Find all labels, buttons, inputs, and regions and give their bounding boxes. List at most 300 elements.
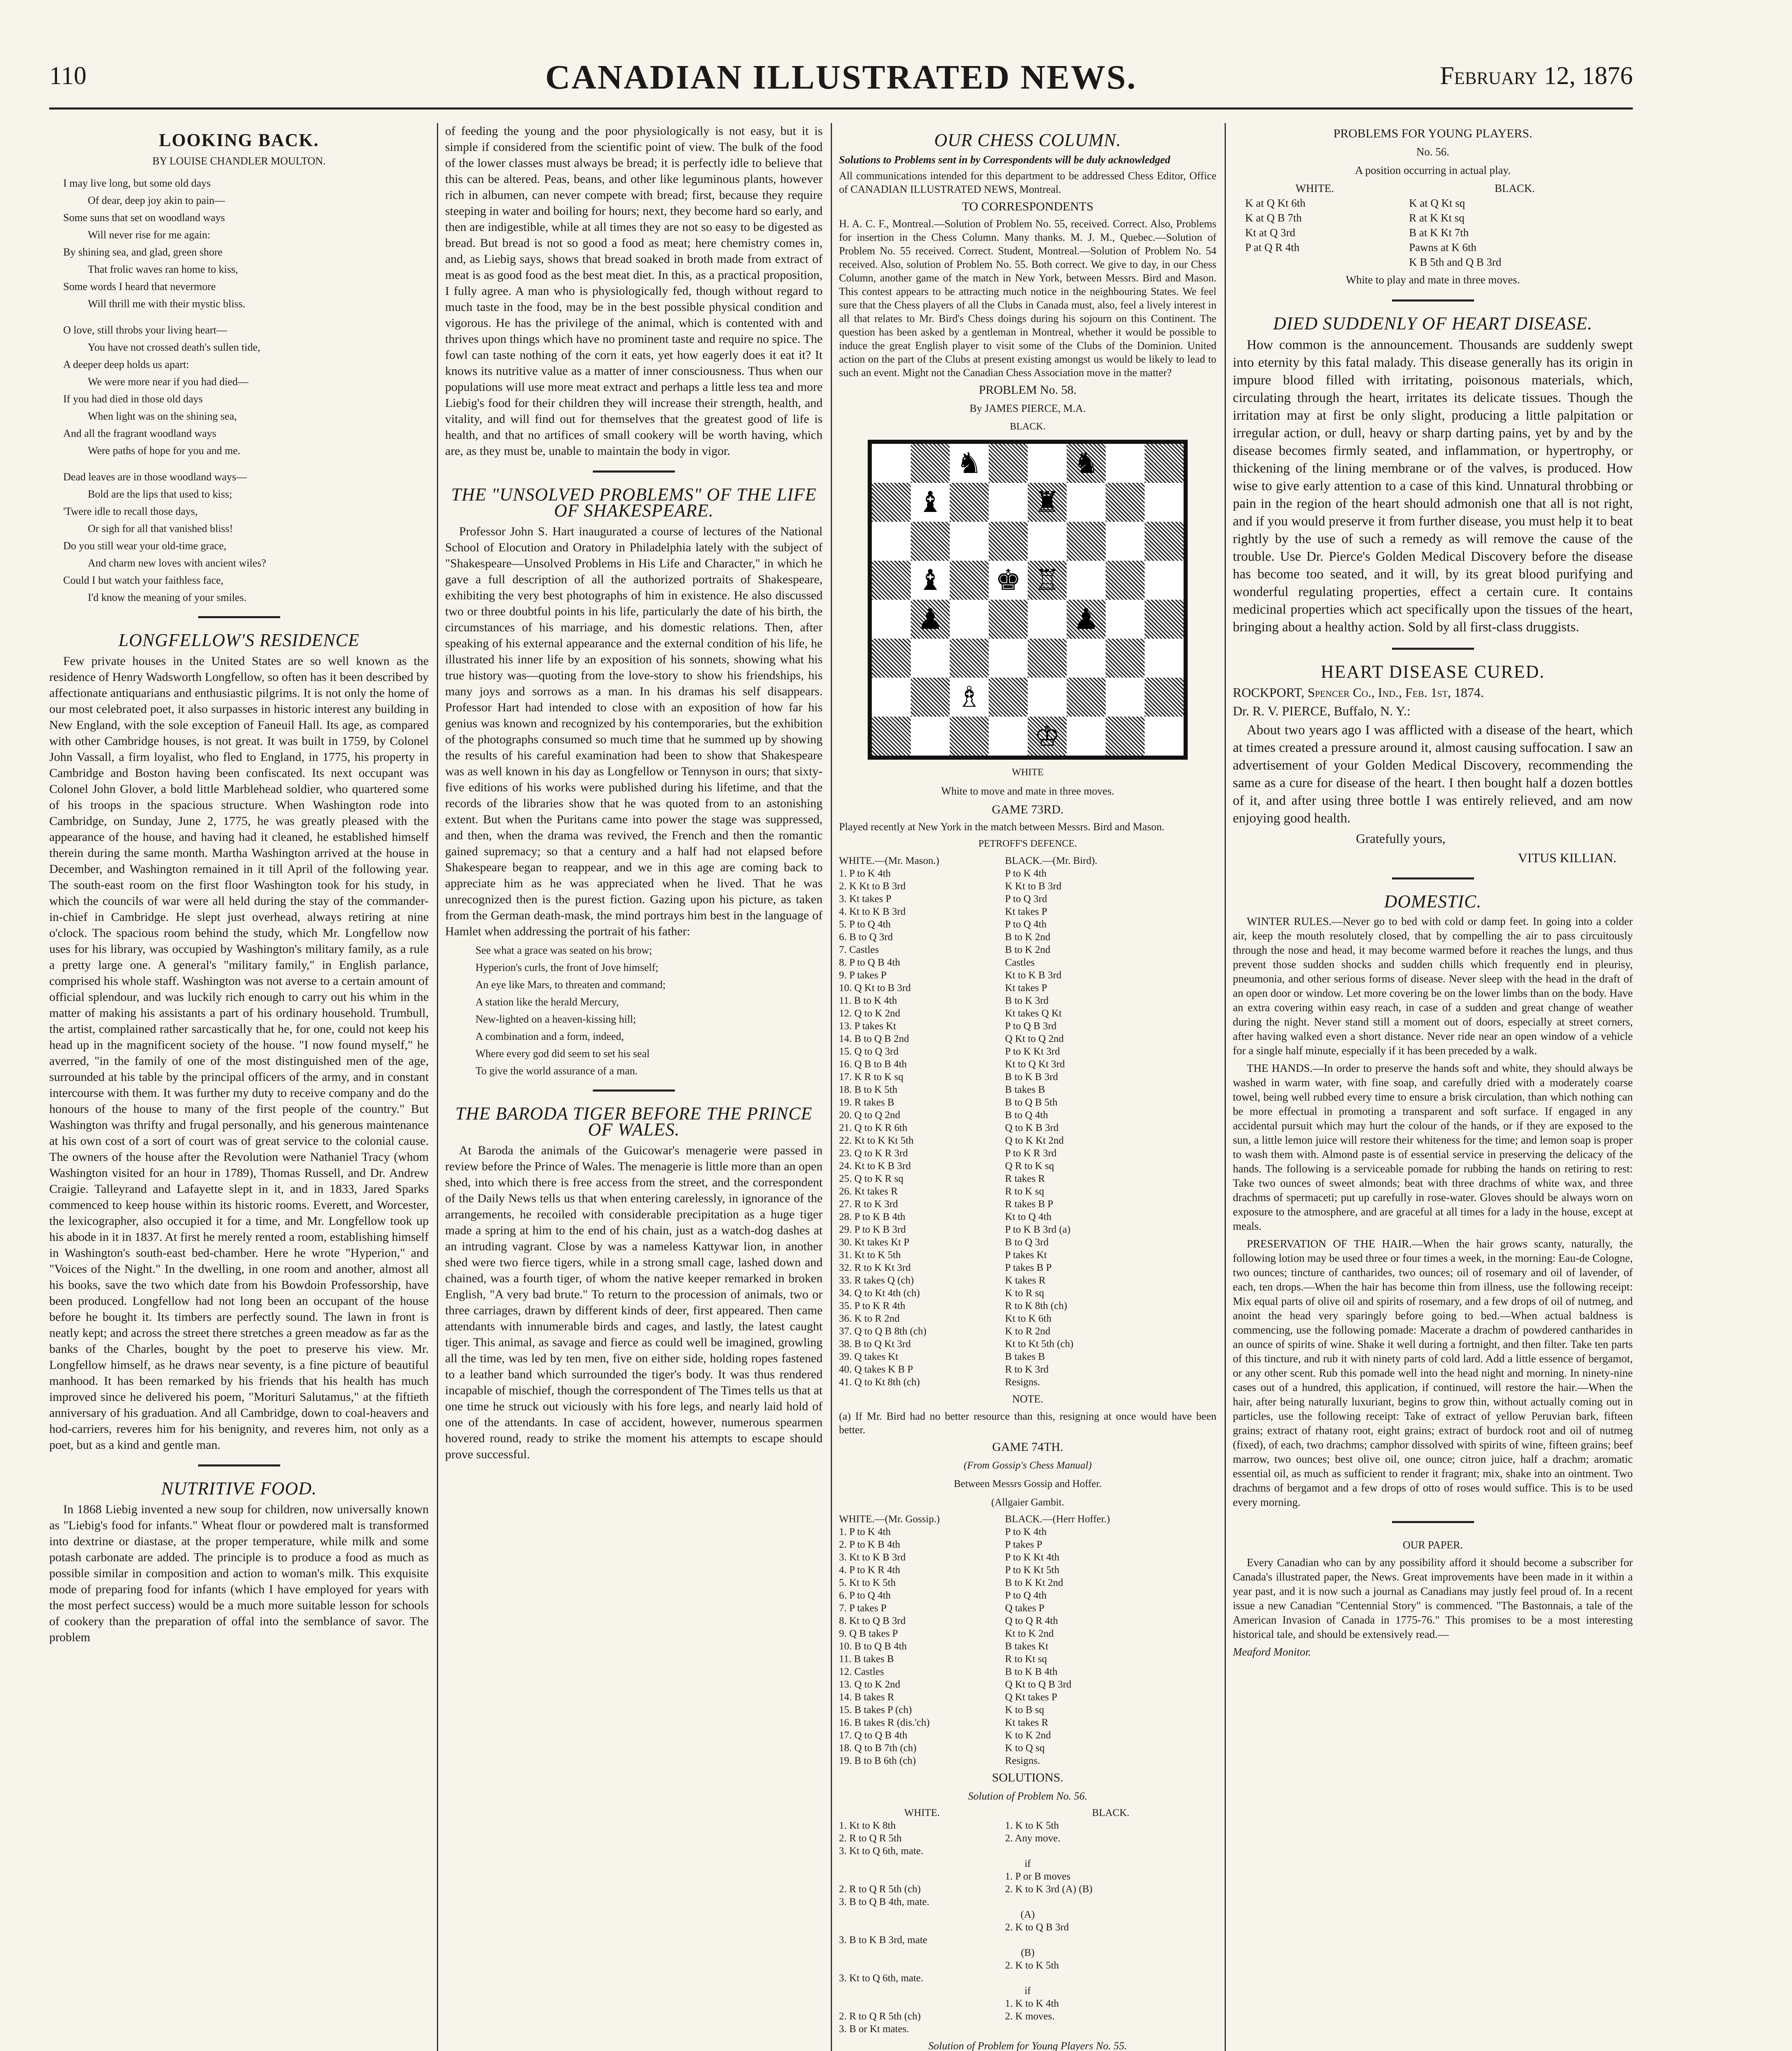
black-move: Resigns. [1005,1755,1040,1766]
problems-young-number: No. 56. [1416,146,1449,158]
board-square [1145,522,1184,561]
board-square [872,561,911,600]
poem-line: Bold are the lips that used to kiss; [88,488,232,500]
issue-date: February 12, 1876 [1440,62,1633,90]
white-move: 3. Kt takes P [839,893,891,904]
chess-solutions-note: Solutions to Problems sent in by Correspondents will be duly acknowledged [839,154,1170,166]
white-move: 8. P to Q B 4th [839,957,901,968]
chess-heading: OUR CHESS COLUMN. [934,130,1121,150]
move-row [839,1832,1216,1845]
our-paper-heading: OUR PAPER. [1403,1539,1463,1551]
game74-players: Between Messrs Gossip and Hoffer. [954,1478,1102,1489]
black-move: Q to K B 3rd [1005,1122,1059,1133]
move-row [839,1147,1216,1160]
white-move: 13. P takes Kt [839,1021,896,1032]
move-row [839,2023,1216,2035]
heart-cured-salutation: Dr. R. V. PIERCE, Buffalo, N. Y.: [1233,703,1410,718]
board-square [872,717,911,756]
black-pawn-icon: ♟ [1073,602,1099,636]
move-row [839,1249,1216,1261]
black-move: B to Q B 5th [1005,1097,1058,1108]
domestic-winter-rules: WINTER RULES.—Never go to bed with cold or damp feet. In going into a colder air, keep the mouth resolutely closed, that by compelling the air to pass circuitously through the nose and head, it may become warmed before it reaches the lungs, and thus prevent those sudden shocks and sudden chills which frequently end in pleurisy, pneumonia, and other serious forms of disease. Never sleep with the head in the draft of an open door or window. Let more covering be on the lower limbs than on the body. Have an extra covering within easy reach, in case of a sudden and great change of weather during the night. Never stand still a moment out of doors, especially at street corners, after having walked even a short distance. Never ride near an open window of a vehicle for a single half minute, especially if it has been preceded by a walk. [1233,915,1633,1057]
board-square [1106,678,1145,717]
poem-line: Could I but watch your faithless face, [63,574,224,586]
section-divider [593,470,675,475]
move-row [839,1716,1216,1729]
black-move: P to K Kt 4th [1005,1552,1060,1563]
white-move: 11. B takes B [839,1654,894,1665]
move-row [839,1819,1216,1832]
move-row [839,931,1216,943]
problems-young-heading: PROBLEMS FOR YOUNG PLAYERS. [1333,127,1532,140]
move-row [839,1020,1216,1032]
black-move [1005,1972,1216,1985]
black-bishop-icon: ♝ [917,485,943,519]
piece-position: P at Q R 4th [1245,241,1300,254]
black-knight-icon: ♞ [956,446,982,480]
white-move: 5. Kt to K 5th [839,1577,896,1588]
black-move: B takes B [1005,1351,1045,1362]
our-paper-source: Meaford Monitor. [1233,1646,1311,1658]
heart-cured-heading: HEART DISEASE CURED. [1321,662,1545,682]
board-square [872,483,911,522]
board-square [950,600,989,639]
board-square [872,522,911,561]
to-correspondents-heading: TO CORRESPONDENTS [962,200,1094,213]
domestic-hands: THE HANDS.—In order to preserve the hands soft and white, they should always be washed in warm water, with fine soap, and carefully dried with a moderately coarse towel, being well rubbed every time to ensure a brisk circulation, than which nothing can be more effectual in promoting a transparent and soft surface. If engaged in any accidental pursuit which may hurt the colour of the hands, or if they are exposed to the sun, a little lemon juice will restore their whiteness for the time; and lemon soap is proper to wash them with. Almond paste is of essential service in preserving the delicacy of the hands. The following is a serviceable pomade for rubbing the hands on retiring to rest: Take two ounces of sweet almonds; beat with three drachms of white wax, and three drachms of spermaceti; put up carefully in rose-water. Gloves should be always worn on exposure to the atmosphere, and are graceful at all times for a lady in the house, except at meals. [1233,1062,1633,1232]
move-row [839,994,1216,1007]
poem-line: I'd know the meaning of your smiles. [88,592,247,603]
page-number: 110 [49,62,87,90]
move-row [839,1665,1216,1678]
white-move: 4. P to K R 4th [839,1565,901,1576]
white-move: 12. Q to K 2nd [839,1008,901,1019]
white-header: WHITE. [1295,182,1334,194]
move-row [839,1261,1216,1274]
longfellow-heading: LONGFELLOW'S RESIDENCE [118,630,360,650]
move-row [839,1121,1216,1134]
white-header: WHITE.—(Mr. Mason.) [839,855,939,866]
board-square [1106,600,1145,639]
white-move: 13. Q to K 2nd [839,1679,901,1690]
move-row [839,918,1216,931]
black-pieces [1397,196,1633,270]
black-move: B takes Kt [1005,1641,1049,1652]
white-move: 19. R takes B [839,1097,894,1108]
white-move: 15. B takes P (ch) [839,1704,912,1715]
board-square [1145,639,1184,678]
move-row [839,1754,1216,1767]
black-move: K to R sq [1005,1288,1044,1299]
black-move: B to K 3rd [1005,995,1049,1006]
poem-line: You have not crossed death's sullen tide, [88,341,261,353]
white-move: 16. Q B to B 4th [839,1059,907,1070]
black-pawn-icon: ♟ [917,602,943,636]
white-move: 20. Q to Q 2nd [839,1110,901,1121]
black-move: Q Kt to Q B 3rd [1005,1679,1072,1690]
move-row [839,1934,1216,1946]
move-row [839,1526,1216,1538]
poem-line: I may live long, but some old days [63,177,211,189]
piece-position: Pawns at K 6th [1409,241,1477,254]
quote-line: An eye like Mars, to threaten and command; [475,979,666,991]
move-row [839,1312,1216,1325]
board-square [1145,483,1184,522]
black-move: Kt to Kt 5th (ch) [1005,1338,1074,1350]
black-move [1005,2023,1216,2035]
board-square [1145,444,1184,483]
move-row [839,1071,1216,1083]
poem-line: When light was on the shining sea, [88,410,237,422]
piece-position: K at Q Kt 6th [1245,197,1305,209]
white-move [839,1959,1005,1972]
board-square [1067,678,1106,717]
board-black-label: BLACK. [1010,421,1046,432]
board-square [1067,561,1106,600]
white-move: 2. P to K B 4th [839,1539,901,1550]
black-move: 1. P or B moves [1005,1871,1071,1882]
black-move: Kt to K 6th [1005,1313,1051,1324]
white-move: 36. K to R 2nd [839,1313,900,1324]
heart-cured-text: About two years ago I was afflicted with a disease of the heart, which at times created a pressure around it, almost causing suffocation. I saw an advertisement of your Golden Medical Discovery, recommending the same as a cure for disease of the heart. I then bought half a dozen bottles of it, and after using three bottle I was entirely relieved, and am now enjoying good health. [1233,723,1633,826]
move-row [839,1198,1216,1211]
section-divider [1392,877,1474,882]
board-square [1145,600,1184,639]
column-1 [49,123,429,2051]
black-move: K to R 2nd [1005,1326,1051,1337]
chess-board [868,440,1188,760]
white-move: 17. Q to Q B 4th [839,1730,907,1741]
move-row [839,1223,1216,1236]
white-move: 15. Q to Q 3rd [839,1046,899,1057]
move-row [839,1083,1216,1096]
board-square [872,600,911,639]
poem-stanza [49,470,429,605]
white-move: 25. Q to K R sq [839,1173,903,1184]
move-row [839,969,1216,982]
poem [49,176,429,605]
board-square [989,717,1028,756]
black-move: P takes P [1005,1539,1042,1550]
moves-header-row [839,1513,1216,1526]
quote-line: Hyperion's curls, the front of Jove himself; [475,962,658,973]
black-move: Kt to Q 4th [1005,1211,1051,1222]
board-square [1028,678,1067,717]
white-move: 24. Kt to K B 3rd [839,1160,911,1172]
board-square [1067,717,1106,756]
move-row [839,1007,1216,1020]
black-move: P to K Kt 5th [1005,1565,1060,1576]
solution56-title: Solution of Problem No. 56. [968,1790,1088,1802]
nutritive-text-part2: of feeding the young and the poor physiologically is not easy, but it is simple if considered from the scientific point of view. The bulk of the food of the lower classes must always be bread; it is perfectly idle to believe that this can be altered. Peas, beans, and other like leguminous plants, however rich in albumen, can never compete with bread; first, because they require steeping in water and boiling for hours; next, they become hard so early, and then are indigestible, while at all times they are not so easy to be digested as bread. But bread is not so good a food as meat; here chemistry comes in, and, as Liebig says, shows that bread soaked in broth made from extract of meat is as good food as the best meat diet. In this, as a practical proposition, I fully agree. A man who is physiologically fed, though without regard to much taste in the food, may be in the best possible physical condition and vigorous. He has the privilege of the animal, which is contented with and thrives upon things which have no prominent taste and require no spice. The fowl can taste nothing of the corn it eats, yet how eagerly does it eat it? It knows its nutritive value as a matter of inner consciousness. Thus when our populations will use more meat extract and perhaps a little less tea and more Liebig's food for their children they will increase their strength, health, and vitality, and will find out for themselves that the greatest good of life is health, and that no artifices of small cookery will be worth having, which are, as they must be, unable to maintain the body in vigor. [445,124,823,458]
white-move: 2. R to Q R 5th [839,1833,902,1844]
quote-line: Where every god did seem to set his seal [475,1048,650,1060]
black-move: R to K 3rd [1005,1364,1049,1375]
black-move: Castles [1005,957,1035,968]
white-move: 2. R to Q R 5th (ch) [839,2011,921,2022]
move-row [839,2010,1216,2023]
black-move: Q takes P [1005,1603,1045,1614]
game74-source: (From Gossip's Chess Manual) [963,1460,1092,1471]
quote-line: To give the world assurance of a man. [475,1065,638,1077]
column-divider [437,123,438,2051]
move-row [839,982,1216,994]
poem-line: By shining sea, and glad, green shore [63,246,223,258]
game74-moves-table [839,1513,1216,1767]
looking-back-heading: LOOKING BACK. [159,130,319,150]
black-move: Q R to K sq [1005,1160,1054,1172]
poem-stanza [49,323,429,458]
move-row [839,1350,1216,1363]
white-header: WHITE. [904,1807,940,1818]
died-suddenly-text: How common is the announcement. Thousands are suddenly swept into eternity by this fatal malady. This disease generally has its origin in impure blood filled with irritating, poisonous materials, which, circulating through the heart, irritates its delicate tissues. Though the irritation may at first be only slight, producing a little palpitation or irregular action, or dull, heavy or sharp darting pains, yet by and by the disease becomes firmly seated, and inflammation, or hypertrophy, or thickening of the lining membrane or of the valves, is produced. How wise to give early attention to a case of this kind. Unnatural throbbing or pain in the region of the heart should admonish one that all is not right, and if you would preserve it from further disease, you must help it to beat rightly by the use of such a remedy as will remove the cause of the trouble. Use Dr. Pierce's Golden Medical Discovery before the disease has become too seated, and it will, by its great blood purifying and wonderful regulating properties, effect a certain cure. It contains medicinal properties which act specifically upon the tissues of the heart, bringing about a healthy action. Sold by all first-class druggists. [1233,338,1633,635]
white-move: 3. B or Kt mates. [839,2024,909,2035]
column-2 [445,123,823,2051]
board-square [989,600,1028,639]
move-row [839,1742,1216,1754]
white-move: 38. B to Q Kt 3rd [839,1338,911,1350]
black-move: Kt to K 2nd [1005,1628,1054,1639]
white-move: 16. B takes R (dis.'ch) [839,1717,930,1728]
board-white-label: WHITE [1012,767,1044,778]
move-row [839,1704,1216,1716]
black-header: BLACK. [1092,1807,1129,1818]
variation-if: if [1024,1858,1031,1869]
poem-line: We were more near if you had died— [88,376,249,388]
move-row [839,1615,1216,1627]
board-square [1106,444,1145,483]
black-header: BLACK. [1495,182,1535,194]
black-move: K Kt to B 3rd [1005,881,1062,892]
longfellow-text: Few private houses in the United States are so well known as the residence of Henry Wadsworth Longfellow, so often has it been described by affectionate antiquarians and enthusiastic pilgrims. It is not only the home of our most celebrated poet, it also surpasses in historic interest any building in New England, with the sole exception of Faneuil Hall. Its age, as compared with other Cambridge houses, is not great. It was built in 1759, by Colonel John Vassall, a firm loyalist, who fled to England, in 1775, his property in Cambridge and Boston having been confiscated. Its next occupant was Colonel John Glover, a bold little Marblehead soldier, who quartered some of his troops in the spacious structure. When Washington rode into Cambridge, on Sunday, June 2, 1775, he was greatly pleased with the appearance of the house, and having had it cleaned, he established himself therein during the same month. Martha Washington arrived at the house in December, and Washington remained in it till April of the following year. The south-east room on the first floor Washington took for his study, in which the councils of war were all held during the stay of the commander-in-chief in Cambridge. He slept just overhead, always retiring at nine o'clock. The spacious room behind the study, which Mr. Longfellow now uses for his library, was occupied by Washington's military family, as a rule a pretty large one. A general's "military family," in English parlance, comprised his whole staff. Washington was not averse to a certain amount of official splendour, and was luckily rich enough to carry out his whim in the matter of making his assistants a part of his ordinary household. Trumbull, the artist, complained rather sarcastically that he, for one, could not keep his head up in the magnificent society of the house. "I now found myself," he averred, "in the family of one of the most distinguished men of the age, surrounded at his table by the principal officers of the army, and in constant intercourse with them. It was further my duty to receive company and do the honours of the house to many of the first people of the country." But Washington was thrifty and frugal personally, and his generous maintenance at his own cost of a sort of court was of great service to the colonial cause. The owners of the house after the Revolution were Nathaniel Tracy (whom Washington visited for an hour in 1789), Thomas Russell, and Dr. Andrew Craigie. Talleyrand and Lafayette slept in it, and in 1833, Jared Sparks commenced to keep house within its historic rooms. Everett, and Worcester, the lexicographer, also occupied it for a time, and Mr. Longfellow took up his abode in it in 1837. At first he merely rented a room, establishing himself in Washington's south-east bed-chamber. Here he wrote "Hyperion," and "Voices of the Night." In the dwelling, in one room and another, almost all his books, save the two which date from his Bowdoin Professorship, have been produced. Longfellow had not long been an occupant of the house before he bought it. Its timbers are perfectly sound. The lawn in front is neatly kept; and across the street there stretches a green meadow as far as the banks of the Charles, bought by the poet to preserve his view. Mr. Longfellow himself, as he draws near seventy, is a fine picture of beautiful manhood. It has been remarked by his friends that his health has much improved since he delivered his poem, "Morituri Salutamus," at the fiftieth anniversary of his graduation. And all Cambridge, down to coal-heavers and hod-carriers, reveres him for his benignity, and reveres him, not only as a poet, but as a kind and gentle man. [49,654,429,1452]
move-row [839,1729,1216,1742]
moves-header-row [839,854,1216,867]
heart-cured-dateline: ROCKPORT, Spencer Co., Ind., Feb. 1st, 1874. [1233,685,1484,700]
board-square [950,639,989,678]
white-move: 32. R to K Kt 3rd [839,1262,911,1273]
quote-line: A combination and a form, indeed, [475,1030,624,1042]
white-move: 3. Kt to Q 6th, mate. [839,1845,923,1857]
board-square [911,522,950,561]
move-row [839,1160,1216,1172]
black-move: B to K Kt 2nd [1005,1577,1063,1588]
correspondents-text: H. A. C. F., Montreal.—Solution of Problem No. 55, received. Correct. Also, Problems for insertion in the Chess Column. Many thanks. M. J. M., Quebec.—Solution of Problem No. 55 received. Correct. Student, Montreal.—Solution of Problem No. 54 received. Also, solution of Problem No. 55. Both correct. We give to day, in our Chess Column, another game of the match in New York, between Messrs. Bird and Mason. This contest appears to be attracting much notice in the neighbouring States. We feel sure that the Chess players of all the Clubs in Canada must, also, feel a lively interest in all that relates to Mr. Bird's Chess doings during his sojourn on this Continent. The question has been asked by a gentleman in Montreal, whether it would be possible to induce the great English player to visit some of the Clubs of the Dominion. United action on the part of the Clubs at present existing amongst us would be likely to lead to such an event. Might not the Canadian Chess Association move in the matter? [839,218,1216,379]
black-move: K to K 2nd [1005,1730,1051,1741]
nutritive-heading: NUTRITIVE FOOD. [161,1478,317,1498]
white-move: 5. P to Q 4th [839,919,891,930]
move-row [839,1870,1216,1883]
move-row [839,1883,1216,1896]
board-square [911,678,950,717]
black-move: R to K sq [1005,1186,1044,1197]
white-move [839,1921,1005,1934]
white-move: 19. B to B 6th (ch) [839,1755,916,1766]
move-row [839,1032,1216,1045]
white-move: 18. Q to B 7th (ch) [839,1743,917,1754]
move-row [839,1564,1216,1576]
poem-line: Or sigh for all that vanished bliss! [88,523,233,534]
board-square [872,678,911,717]
board-square [1145,678,1184,717]
black-move: K to Q sq [1005,1743,1045,1754]
poem-line: That frolic waves ran home to kiss, [88,263,238,275]
white-move: 2. K Kt to B 3rd [839,881,906,892]
section-divider [593,1089,675,1094]
board-square [950,483,989,522]
move-row [839,1997,1216,2010]
game74-opening: (Allgaier Gambit. [991,1497,1064,1508]
variation-a: (A) [1020,1909,1035,1920]
move-row [839,1172,1216,1185]
move-row [839,1134,1216,1147]
section-divider [1392,648,1474,652]
move-row [839,1959,1216,1972]
poem-line: A deeper deep holds us apart: [63,359,189,370]
move-row [839,1109,1216,1121]
poem-line: Some words I heard that nevermore [63,281,216,292]
problem-title: PROBLEM No. 58. [978,383,1077,397]
black-move: 2. K to K 5th [1005,1960,1059,1971]
black-header: BLACK.—(Herr Hoffer.) [1005,1514,1110,1525]
poem-stanza [49,176,429,311]
white-king-icon: ♔ [1034,719,1060,753]
board-square [1067,522,1106,561]
black-move: B to K B 4th [1005,1666,1058,1677]
move-row [839,1185,1216,1198]
move-row [839,1576,1216,1589]
board-square [950,522,989,561]
move-row [839,1551,1216,1564]
died-suddenly-heading: DIED SUDDENLY OF HEART DISEASE. [1273,313,1593,333]
board-square [1067,639,1106,678]
white-move: 6. B to Q 3rd [839,932,893,943]
domestic-heading: DOMESTIC. [1384,891,1482,911]
move-row [839,1691,1216,1704]
column-divider [1225,123,1226,2051]
board-caption: White to move and mate in three moves. [941,785,1114,797]
move-row [839,1300,1216,1312]
board-square [1106,561,1145,600]
piece-position: K at Q Kt sq [1409,197,1465,209]
piece-position: K at Q B 7th [1245,212,1302,224]
game73-opening: PETROFF'S DEFENCE. [978,838,1077,849]
column-4 [1233,123,1633,2051]
black-move: Kt takes P [1005,906,1047,917]
black-move: P takes B P [1005,1262,1052,1273]
section-divider [1392,299,1474,304]
move-row [839,1627,1216,1640]
black-king-icon: ♚ [995,563,1021,597]
move-row [839,1287,1216,1300]
piece-position: K B 5th and Q B 3rd [1409,256,1502,268]
white-move: 3. B to K B 3rd, mate [839,1935,928,1946]
black-move: P to Q 4th [1005,1590,1047,1601]
poem-line: Were paths of hope for you and me. [88,445,240,457]
white-move: 6. P to Q 4th [839,1590,891,1601]
black-move [1005,1845,1216,1857]
quote-line: See what a grace was seated on his brow; [475,944,652,956]
board-square [950,717,989,756]
move-row [839,893,1216,905]
column-divider [831,123,832,2051]
white-move: 35. P to K R 4th [839,1300,905,1311]
white-move: 26. Kt takes R [839,1186,898,1197]
white-move: 7. Castles [839,944,879,955]
black-move: 1. K to K 5th [1005,1820,1059,1831]
white-move: 1. P to K 4th [839,868,891,879]
black-move: B to K 2nd [1005,932,1051,943]
white-move: 10. Q Kt to B 3rd [839,982,911,994]
white-move [839,1997,1005,2010]
white-move [839,1870,1005,1883]
variation-b: (B) [1021,1947,1035,1958]
board-square [872,444,911,483]
move-row [839,1896,1216,1908]
piece-position: B at K Kt 7th [1409,226,1469,239]
white-header: WHITE.—(Mr. Gossip.) [839,1514,940,1525]
board-square [1028,522,1067,561]
looking-back-byline: BY LOUISE CHANDLER MOULTON. [152,155,326,167]
board-square [1106,639,1145,678]
move-row [839,1538,1216,1551]
move-row [839,1274,1216,1287]
section-divider [1392,1521,1474,1526]
board-square [1106,522,1145,561]
black-move: R to Kt sq [1005,1654,1047,1665]
poem-line: O love, still throbs your living heart— [63,324,227,336]
black-move: 2. Any move. [1005,1833,1061,1844]
shakespeare-text: Professor John S. Hart inaugurated a course of lectures of the National School of Elocution and Oratory in Philadelphia lately with the subject of "Shakespeare—Unsolved Problems in His Life and Character," in which he gave a full description of all the authorized portraits of Shakespeare, exhibiting the very best photographs of him in existence. He also discussed two or three doubtful points in his life, particularly the date of his birth, the circumstances of his marriage, and his domestic relations. Then, after speaking of his external appearance and the external condition of his life, he illustrated his inner life by an exposition of his sonnets, showing what his true history was—quoting from the love-story to show his friendships, his many joys and sorrows as a man. In his dramas his self disappears. Professor Hart had intended to close with an exposition of how far his genius was known and recognized by his contemporaries, but the exhibition of the photographs consumed so much time that he summed up by showing the results of his careful examination had been to show that Shakespeare was as well known in his day as Longfellow or Tennyson in ours; that sixty-five editions of his works were published during his lifetime, and that the records of the libraries show that he was quoted from to an astonishing extent. But when the Puritans came into power the stage was suppressed, and then, when the drama was revived, the French and then the romantic gained supremacy; so that a century and a half had not elapsed before Shakespeare began to reappear, and we in this age are coming back to appreciate him as he was appreciated when he lived. That he was unrecognized then is the purest fiction. Gazing upon his picture, as taken from the German death-mask, the mind portrays him best in the language of Hamlet when addressing the portrait of his father: [445,525,823,938]
white-move: 3. Kt to Q 6th, mate. [839,1973,923,1984]
column-3-chess [839,123,1216,2051]
section-divider [198,616,280,621]
move-row [839,1921,1216,1934]
white-move: 30. Kt takes Kt P [839,1237,910,1248]
white-pieces [1233,196,1397,270]
white-move: 22. Kt to K Kt 5th [839,1135,914,1146]
black-move: P to K 4th [1005,868,1047,879]
black-move: Resigns. [1005,1377,1040,1388]
white-rook-icon: ♖ [1034,563,1060,597]
move-row [839,880,1216,893]
black-move: B takes B [1005,1084,1045,1095]
white-move: 18. B to K 5th [839,1084,898,1095]
board-square [1145,717,1184,756]
board-square [989,639,1028,678]
piece-position: R at K Kt sq [1409,212,1465,224]
game73-note: (a) If Mr. Bird had no better resource than this, resigning at once would have been better. [839,1410,1216,1436]
move-row [839,1236,1216,1249]
black-move: R takes R [1005,1173,1045,1184]
move-row [839,867,1216,880]
white-move: 21. Q to K R 6th [839,1122,907,1133]
move-row [839,1602,1216,1615]
problems-young-position [1233,181,1633,270]
black-move: P to Q B 3rd [1005,1021,1057,1032]
baroda-text: At Baroda the animals of the Guicowar's menagerie were passed in review before the Prince of Wales. The menagerie is little more than an open shed, into which there is free access from the street, and the correspondent of the Daily News tells us that when entering carelessly, in ignorance of the arrangements, he recoiled with considerable precipitation as a huge tiger made a spring at him to the end of his chain, just as a watch-dog dashes at an intruding vagrant. Close by was a nameless Kattywar lion, in another shed were two fierce tigers, while in a strong small cage, lashed down and chained, was a fourth tiger, of whom the native keeper remarked in broken English, "A very bad brute." To return to the procession of animals, two or three carriages, drawn by different kinds of deer, first appeared. Then came attendants with innumerable birds and cages, and lastly, the latest caught tiger. This animal, as savage and fierce as could well be imagined, growling all the time, was led by ten men, five on either side, holding ropes fastened to a leather band which surrounded the tiger's body. It was thus rendered incapable of mischief, though the correspondent of The Times tells us that at one time he struck out viciously with his fore legs, and nearly laid hold of one of the attendants. In case of accident, however, numerous spearmen hovered round, ready to strike the moment his attempts to escape should prove successful. [445,1144,823,1461]
black-move: B to Q 4th [1005,1110,1048,1121]
game73-moves-table [839,854,1216,1389]
black-move: P to K B 3rd (a) [1005,1224,1071,1235]
game74-title: GAME 74TH. [992,1440,1063,1454]
poem-line: Will thrill me with their mystic bliss. [88,298,245,310]
move-row [839,1376,1216,1389]
black-move: Kt takes Q Kt [1005,1008,1062,1019]
move-row [839,1045,1216,1058]
white-move: 7. P takes P [839,1603,887,1614]
poem-line: Some suns that set on woodland ways [63,212,225,224]
section-divider [198,1464,280,1469]
